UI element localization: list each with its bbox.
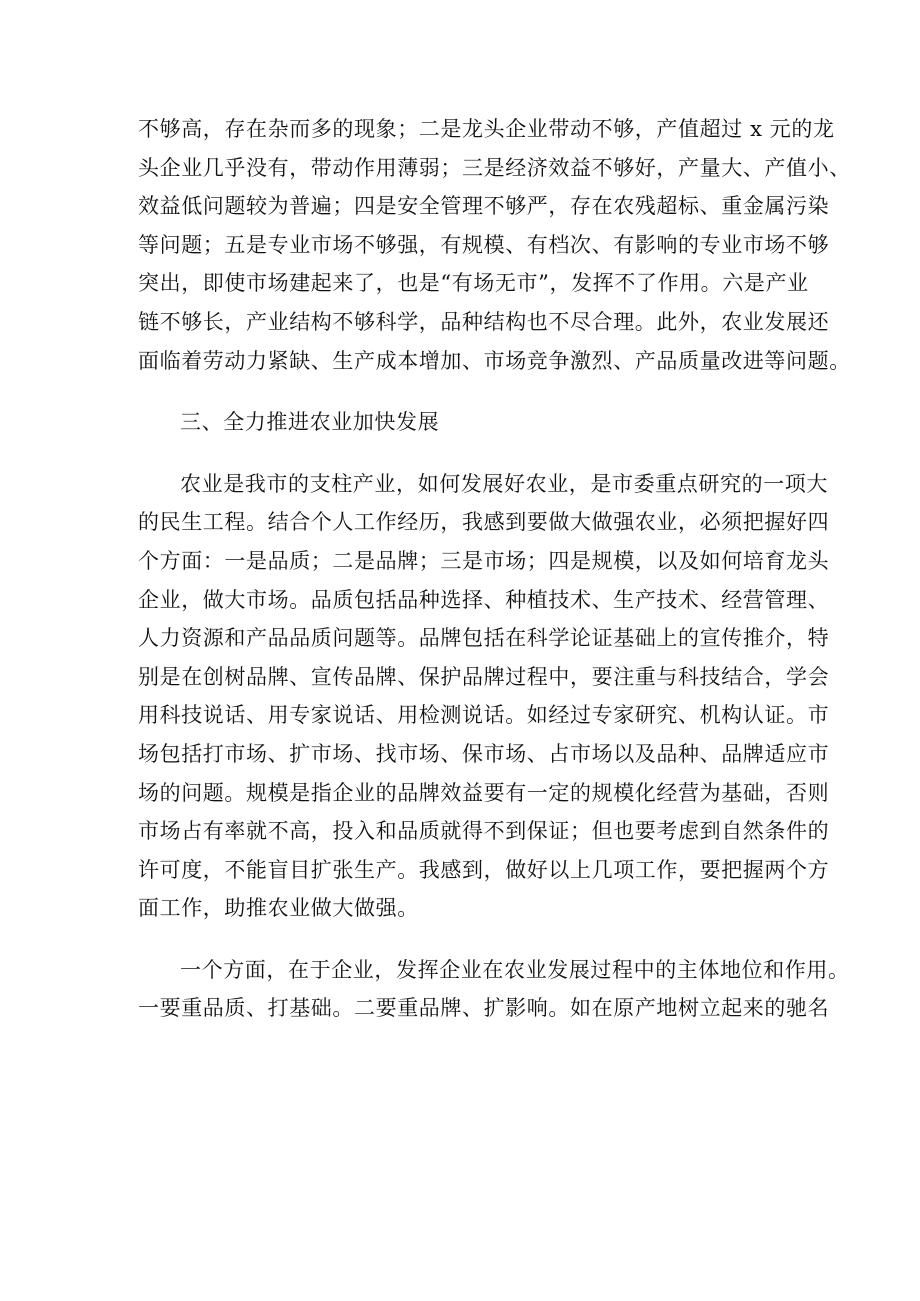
text-line: 个方面：一是品质；二是品牌；三是市场；四是规模，以及如何培育龙头 bbox=[138, 548, 830, 573]
text-line: 突出，即使市场建起来了，也是“有场无市”，发挥不了作用。六是产业 bbox=[138, 271, 809, 296]
text-line: 市场占有率就不高，投入和品质就得不到保证；但也要考虑到自然条件的 bbox=[138, 819, 830, 844]
text-line: 不够高，存在杂而多的现象；二是龙头企业带动不够，产值超过 x 元的龙 bbox=[138, 117, 835, 141]
text-line: 的民生工程。结合个人工作经历，我感到要做大做强农业，必须把握好四 bbox=[138, 510, 830, 535]
paragraph-four-aspects bbox=[138, 465, 830, 928]
paragraph-problems bbox=[138, 110, 851, 380]
text-line: 等问题；五是专业市场不够强，有规模、有档次、有影响的专业市场不够 bbox=[138, 232, 830, 257]
section-heading: 三、全力推进农业加快发展 bbox=[180, 410, 440, 435]
text-line: 场包括打市场、扩市场、找市场、保市场、占市场以及品种、品牌适应市 bbox=[138, 741, 830, 766]
text-line: 用科技说话、用专家说话、用检测说话。如经过专家研究、机构认证。市 bbox=[138, 703, 830, 728]
text-line: 一要重品质、打基础。二要重品牌、扩影响。如在原产地树立起来的驰名 bbox=[138, 996, 830, 1021]
document-body bbox=[138, 110, 851, 1028]
text-line: 面工作，助推农业做大做强。 bbox=[138, 896, 419, 921]
text-line: 人力资源和产品品质问题等。品牌包括在科学论证基础上的宣传推介，特 bbox=[138, 626, 830, 651]
text-line: 场的问题。规模是指企业的品牌效益要有一定的规模化经营为基础，否则 bbox=[138, 780, 830, 805]
paragraph-enterprise bbox=[138, 951, 850, 1028]
text-line: 链不够长，产业结构不够科学，品种结构也不尽合理。此外，农业发展还 bbox=[138, 309, 830, 334]
text-line: 效益低问题较为普遍；四是安全管理不够严，存在农残超标、重金属污染 bbox=[138, 194, 830, 219]
text-line: 许可度，不能盲目扩张生产。我感到，做好以上几项工作，要把握两个方 bbox=[138, 857, 830, 882]
text-line: 一个方面，在于企业，发挥企业在农业发展过程中的主体地位和作用。 bbox=[180, 957, 850, 982]
text-line: 别是在创树品牌、宣传品牌、保护品牌过程中，要注重与科技结合，学会 bbox=[138, 664, 830, 689]
text-line: 农业是我市的支柱产业，如何发展好农业，是市委重点研究的一项大 bbox=[180, 471, 828, 496]
text-line: 面临着劳动力紧缺、生产成本增加、市场竞争激烈、产品质量改进等问题。 bbox=[138, 348, 851, 373]
text-line: 企业，做大市场。品质包括品种选择、种植技术、生产技术、经营管理、 bbox=[138, 587, 830, 612]
text-line: 头企业几乎没有，带动作用薄弱；三是经济效益不够好，产量大、产值小、 bbox=[138, 155, 851, 180]
